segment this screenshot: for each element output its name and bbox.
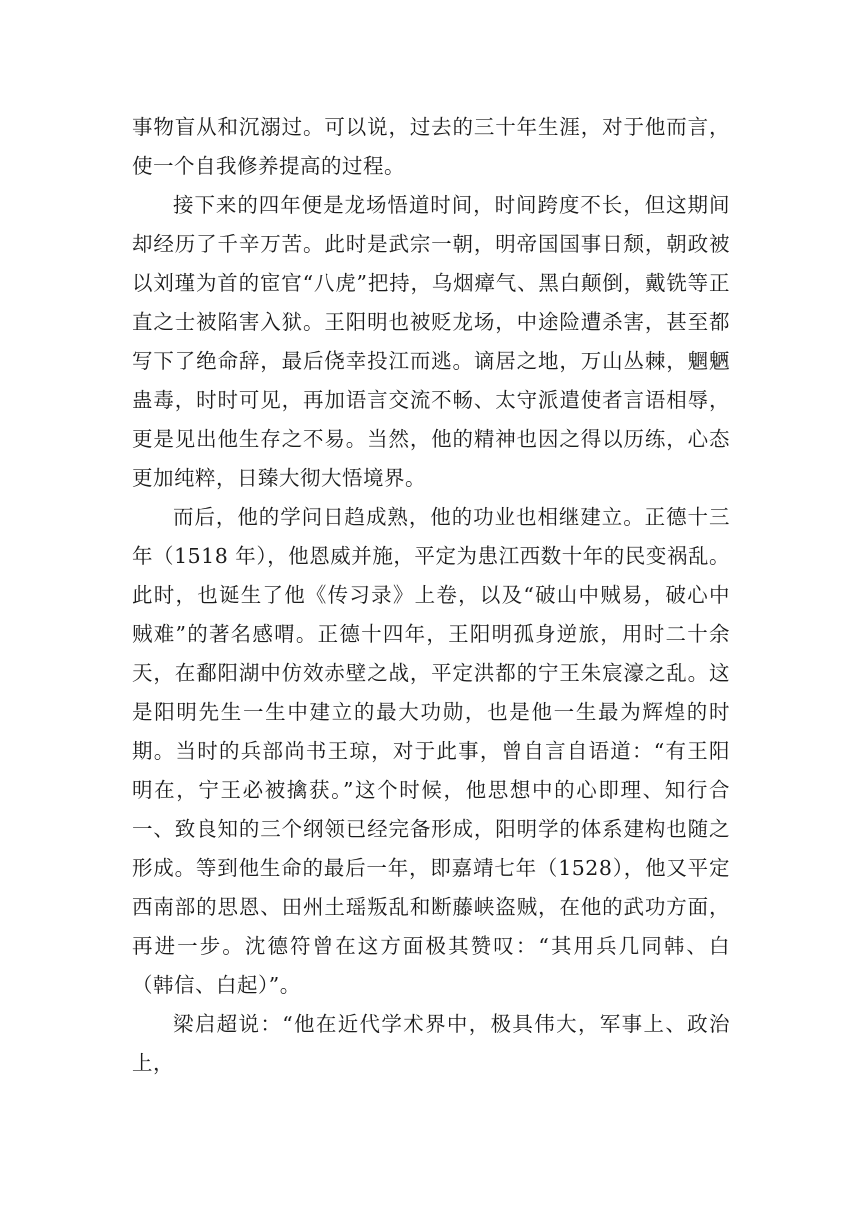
paragraph-achievements: 而后，他的学问日趋成熟，他的功业也相继建立。正德十三年（1518 年），他恩威并施，平定为患江西数十年的民变祸乱。此时，也诞生了他《传习录》上卷，以及“破山中贼易，破心中贼难”的著名感喟。正德十四年，王阳明孤身逆旅，用时二十余天，在鄱阳湖中仿效赤壁之战，平定洪都的宁王朱宸濠之乱。这是阳明先生一生中建立的最大功勋，也是他一生最为辉煌的时期。当时的兵部尚书王琼，对于此事，曾自言自语道：“有王阳明在，宁王必被擒获。”这个时候，他思想中的心即理、知行合一、致良知的三个纲领已经完备形成，阳明学的体系建构也随之形成。等到他生命的最后一年，即嘉靖七年（1528），他又平定西南部的思恩、田州土瑶叛乱和断藤峡盗贼，在他的武功方面，再进一步。沈德符曾在这方面极其赞叹：“其用兵几同韩、白（韩信、白起）”。 <box>132 505 730 997</box>
body-text <box>132 108 730 1083</box>
paragraph-liang-qichao: 梁启超说：“他在近代学术界中，极具伟大，军事上、政治上， <box>132 1012 730 1075</box>
paragraph-continued: 事物盲从和沉溺过。可以说，过去的三十年生涯，对于他而言，使一个自我修养提高的过程。 <box>132 115 730 178</box>
paragraph-longchang: 接下来的四年便是龙场悟道时间，时间跨度不长，但这期间却经历了千辛万苦。此时是武宗一朝，明帝国国事日颓，朝政被以刘瑾为首的宦官“八虎”把持，乌烟瘴气、黑白颠倒，戴铣等正直之士被陷害入狱。王阳明也被贬龙场，中途险遭杀害，甚至都写下了绝命辞，最后侥幸投江而逃。谪居之地，万山丛棘，魍魉蛊毒，时时可见，再加语言交流不畅、太守派遣使者言语相辱，更是见出他生存之不易。当然，他的精神也因之得以历练，心态更加纯粹，日臻大彻大悟境界。 <box>132 193 730 490</box>
